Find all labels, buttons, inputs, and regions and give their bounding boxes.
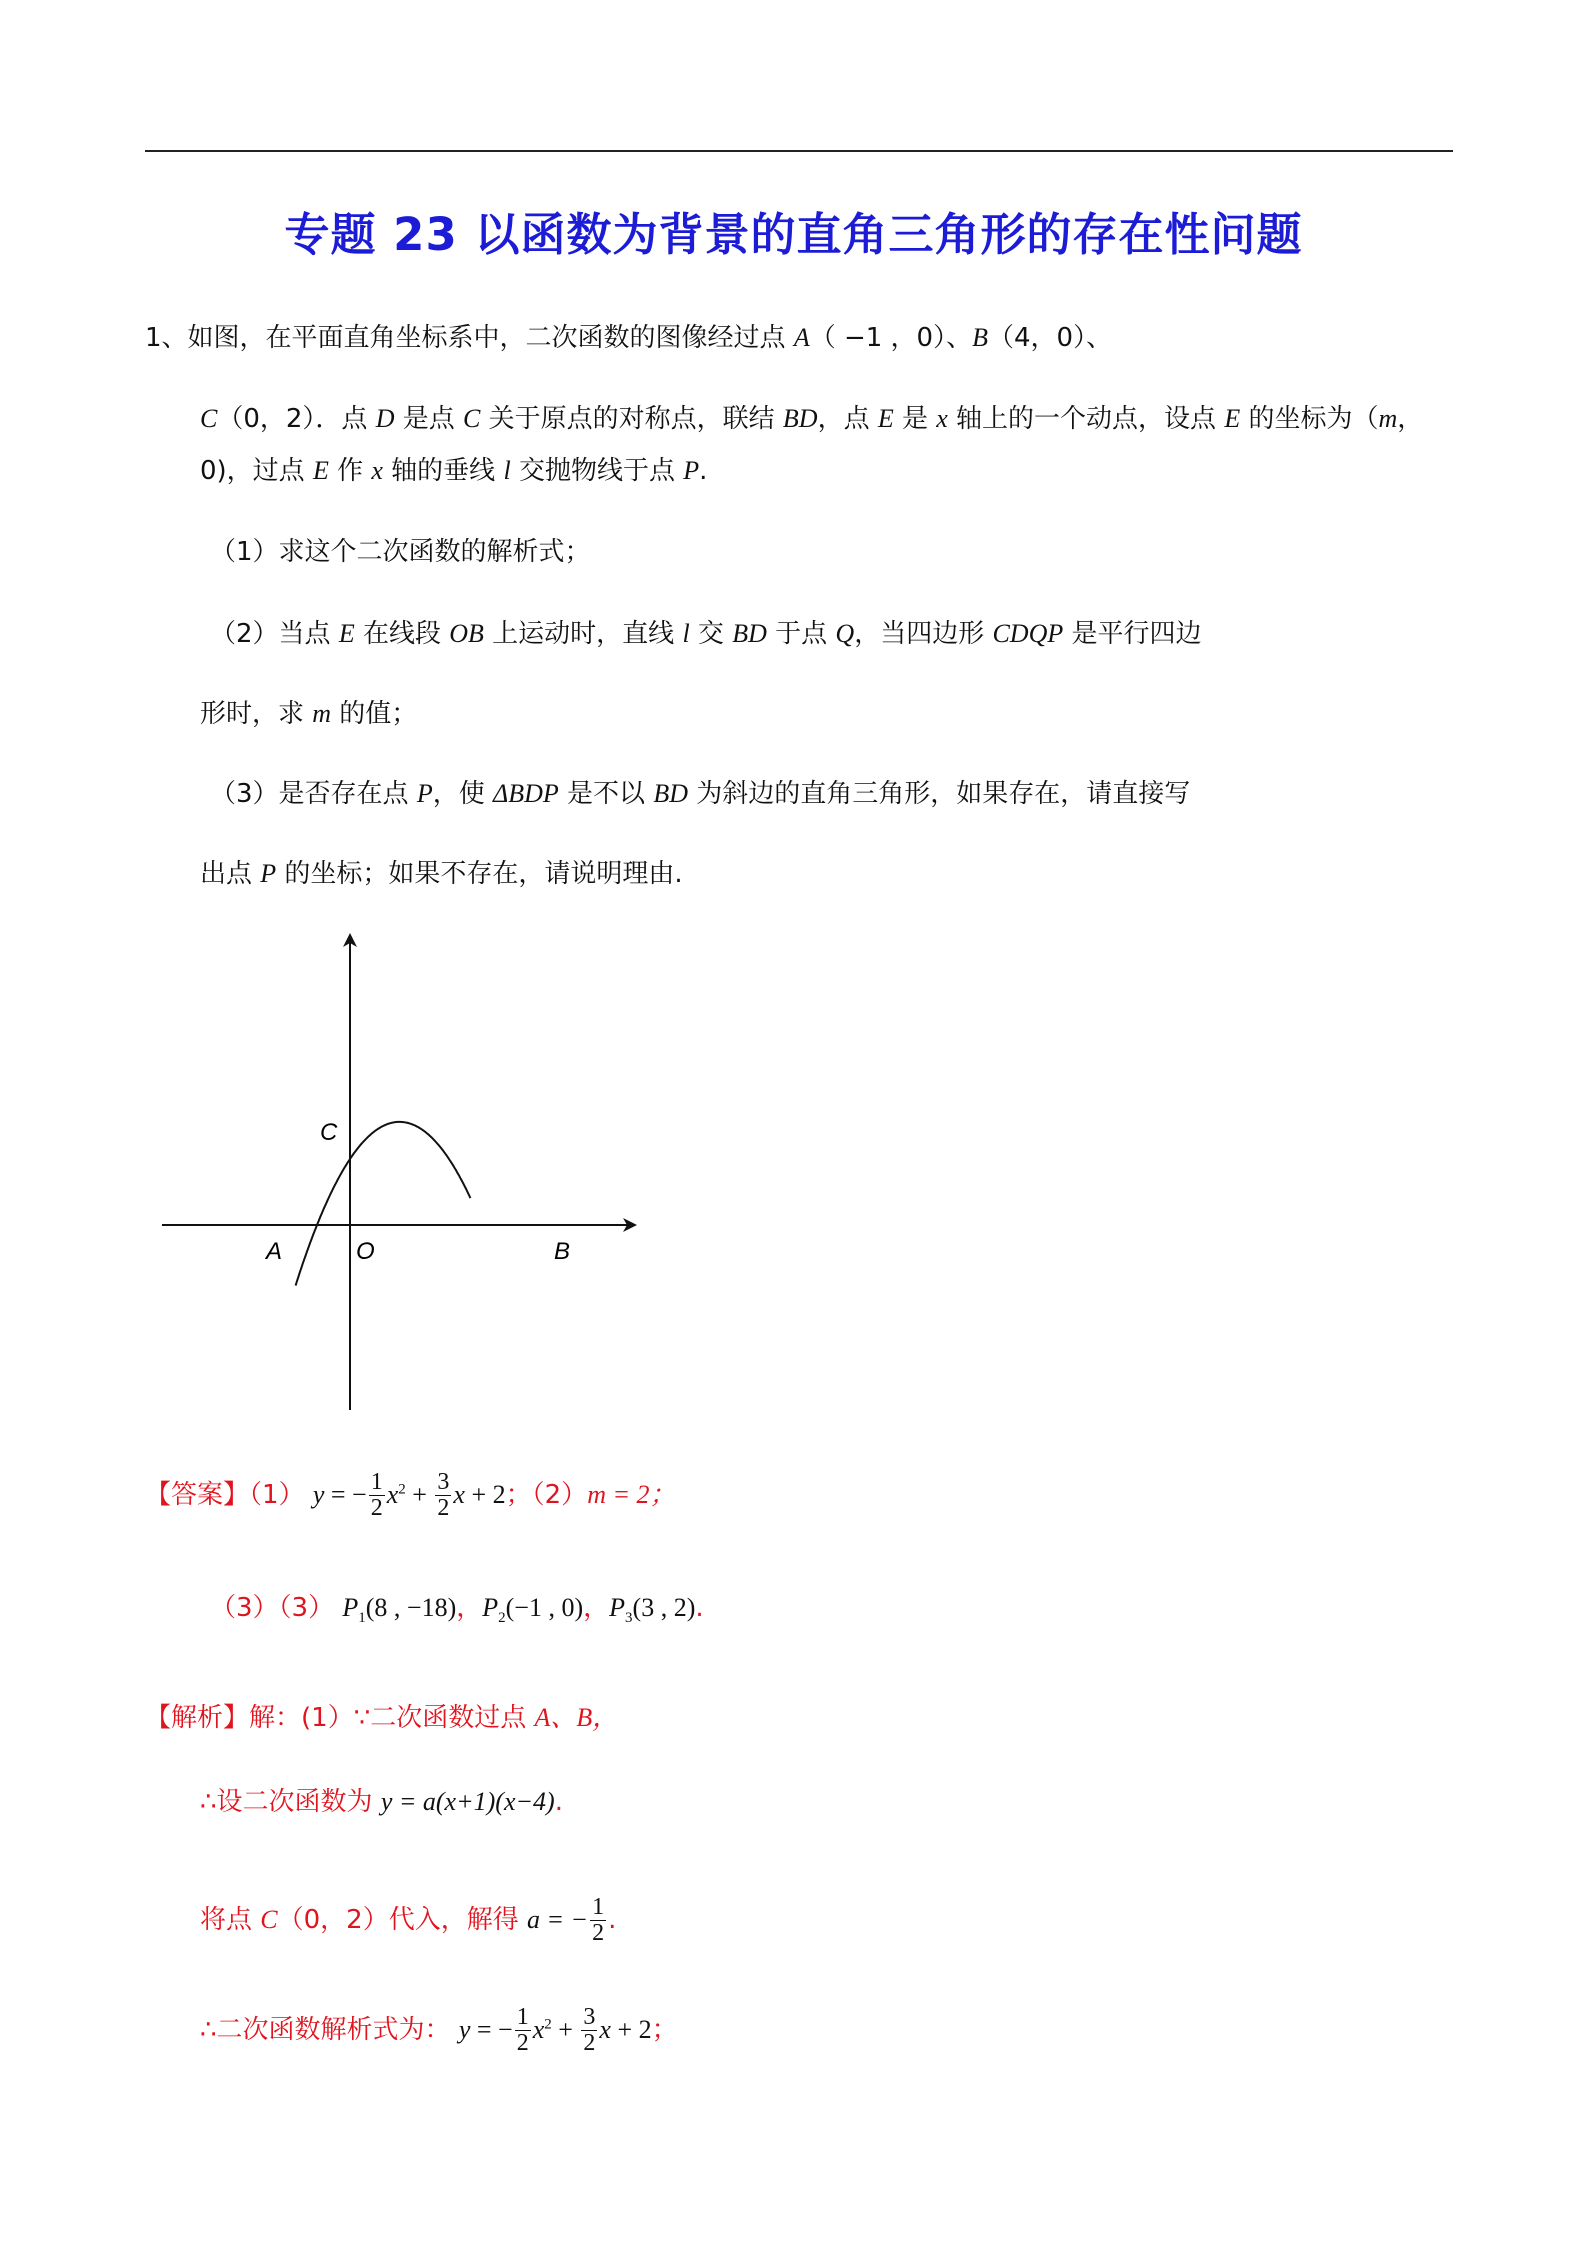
text: 关于原点的对称点，联结 [480, 404, 783, 434]
point-e: E [1224, 404, 1241, 433]
text: 的坐标为（ [1240, 404, 1379, 434]
line-l: l [503, 456, 511, 485]
text: （0，2）．点 [217, 404, 376, 434]
text: 将点 [200, 1905, 261, 1936]
point-e: E [338, 619, 355, 648]
text: = − [324, 1480, 367, 1510]
text: = − [470, 2015, 513, 2045]
coord: (3 , 2) [632, 1593, 696, 1622]
var-x: x [599, 2015, 611, 2045]
parabola-curve [296, 1122, 471, 1286]
point-c: C [463, 404, 481, 433]
point-q: Q [835, 619, 855, 648]
answer-line-1 [145, 1470, 676, 1521]
text: 于点 [766, 619, 836, 649]
text: （0，2）代入，解得 [277, 1905, 527, 1936]
header-rule [145, 150, 1453, 152]
fraction [590, 1895, 606, 1946]
exponent: 2 [398, 1481, 406, 1498]
formula: y = a(x+1)(x−4) [380, 1787, 555, 1816]
text: ；（2） [505, 1480, 588, 1511]
point-e: E [312, 456, 329, 485]
point-p1: P [342, 1593, 359, 1622]
text: . [608, 1905, 617, 1936]
analysis-line-3 [200, 1895, 616, 1946]
var-x: x [386, 1480, 399, 1510]
label-c: C [320, 1119, 338, 1146]
answer-formula [312, 1469, 506, 1522]
text: ， [456, 1593, 483, 1623]
text: 交 [689, 619, 733, 649]
numerator: 1 [592, 1894, 605, 1920]
line-l: l [682, 619, 690, 648]
numerator: 1 [516, 2004, 529, 2030]
text: ； [651, 2015, 678, 2046]
text: 轴上的一个动点，设点 [947, 404, 1225, 434]
text: 形时，求 [200, 699, 313, 729]
parabola-figure [150, 925, 650, 1425]
text: （2）当点 [210, 619, 339, 649]
text: 是平行四边 [1063, 619, 1202, 649]
numerator: 3 [437, 1469, 450, 1495]
label-o: O [356, 1238, 375, 1265]
point-p3: P [609, 1593, 626, 1622]
var-x: x [453, 1480, 465, 1510]
answer-points [609, 1593, 696, 1627]
var-m: m [312, 699, 332, 728]
fraction [581, 2005, 597, 2056]
text: 作 [328, 456, 372, 486]
var-x: x [532, 2015, 545, 2045]
var-a: a = − [526, 1905, 589, 1935]
question-1: （1）求这个二次函数的解析式； [210, 537, 591, 567]
analysis-tag: 【解析】 [145, 1703, 250, 1733]
point-c: C [260, 1905, 278, 1935]
exponent: 2 [544, 2016, 552, 2033]
var-m: m [1378, 404, 1398, 433]
var-x: x [936, 404, 948, 433]
fraction [369, 1470, 385, 1521]
text: + [551, 2015, 580, 2045]
var-y: y [458, 2015, 471, 2045]
question-3-line-2 [200, 858, 683, 890]
numerator: 3 [583, 2004, 596, 2030]
text: （ −1 ，0）、 [809, 323, 973, 353]
var-x: x [371, 456, 383, 485]
text: ∴设二次函数为 [200, 1787, 381, 1817]
denominator: 2 [592, 1920, 605, 1947]
text: 出点 [200, 859, 261, 889]
analysis-line-4 [200, 2005, 678, 2056]
label-a: A [266, 1238, 283, 1265]
problem-line-1 [145, 322, 1112, 354]
fraction [515, 2005, 531, 2056]
text: 为斜边的直角三角形，如果存在，请直接写 [687, 779, 1191, 809]
question-2-line-2 [200, 698, 417, 730]
point-c: C [200, 404, 218, 433]
question-3 [210, 778, 1190, 810]
point-a: A [793, 323, 810, 352]
coord: (−1 , 0) [505, 1593, 584, 1622]
points-ab: A、B， [534, 1703, 619, 1732]
var-y: y [312, 1480, 325, 1510]
segment-bd: BD [732, 619, 767, 648]
answer-tag: 【答案】 [145, 1480, 250, 1511]
text: （3）是否存在点 [210, 779, 417, 809]
answer-points [482, 1593, 584, 1627]
text: 在线段 [354, 619, 450, 649]
text: . [699, 456, 708, 486]
formula [458, 2004, 652, 2057]
point-p: P [416, 779, 433, 808]
point-p: P [260, 859, 277, 888]
text: 轴的垂线 [382, 456, 504, 486]
text: ，使 [432, 779, 493, 809]
text: 是 [893, 404, 937, 434]
point-d: D [375, 404, 395, 433]
text: （1） [249, 1480, 305, 1511]
text: + [405, 1480, 434, 1510]
text: 是点 [394, 404, 464, 434]
denominator: 2 [583, 2030, 596, 2057]
formula [526, 1894, 608, 1947]
triangle-bdp: ΔBDP [492, 779, 559, 808]
point-e: E [877, 404, 894, 433]
point-p2: P [482, 1593, 499, 1622]
text: ， [583, 1593, 610, 1623]
text: . [695, 1593, 704, 1623]
text: （4，0）、 [988, 323, 1113, 353]
text: + 2 [610, 2015, 652, 2045]
text: 解：(1）∵二次函数过点 [249, 1703, 535, 1733]
subscript: 3 [625, 1610, 633, 1627]
denominator: 2 [437, 1495, 450, 1522]
segment-bd: BD [653, 779, 688, 808]
segment-bd: BD [782, 404, 818, 433]
point-b: B [972, 323, 988, 352]
text: 的值； [331, 699, 418, 729]
text: 0)，过点 [200, 456, 313, 486]
denominator: 2 [516, 2030, 529, 2057]
coord: (8 , −18) [365, 1593, 457, 1622]
subscript: 2 [498, 1610, 506, 1627]
question-2 [210, 618, 1202, 650]
fraction [435, 1470, 451, 1521]
segment-ob: OB [449, 619, 484, 648]
text: 是不以 [558, 779, 654, 809]
page-title: 专题 23 以函数为背景的直角三角形的存在性问题 [284, 208, 1303, 261]
answer-points [342, 1593, 457, 1627]
text: ，点 [817, 404, 878, 434]
answer-m: m = 2； [587, 1480, 676, 1510]
problem-line-3 [200, 455, 707, 487]
text: ∴二次函数解析式为： [200, 2015, 451, 2046]
text: . [554, 1787, 563, 1817]
numerator: 1 [370, 1469, 383, 1495]
denominator: 2 [370, 1495, 383, 1522]
label-b: B [554, 1238, 571, 1265]
text: 交抛物线于点 [510, 456, 684, 486]
text: 的坐标；如果不存在，请说明理由. [276, 859, 683, 889]
analysis-line-1 [145, 1702, 618, 1734]
text: ， [1397, 404, 1424, 434]
text: ，当四边形 [854, 619, 993, 649]
text: （3）（3） [210, 1593, 335, 1623]
problem-line-2 [200, 403, 1423, 435]
answer-line-2 [210, 1592, 704, 1627]
point-p: P [683, 456, 700, 485]
text: + 2 [464, 1480, 506, 1510]
quad-cdqp: CDQP [992, 619, 1064, 648]
text: 1、如图，在平面直角坐标系中，二次函数的图像经过点 [145, 323, 794, 353]
text: 上运动时，直线 [483, 619, 683, 649]
subscript: 1 [358, 1610, 366, 1627]
analysis-line-2 [200, 1786, 563, 1818]
